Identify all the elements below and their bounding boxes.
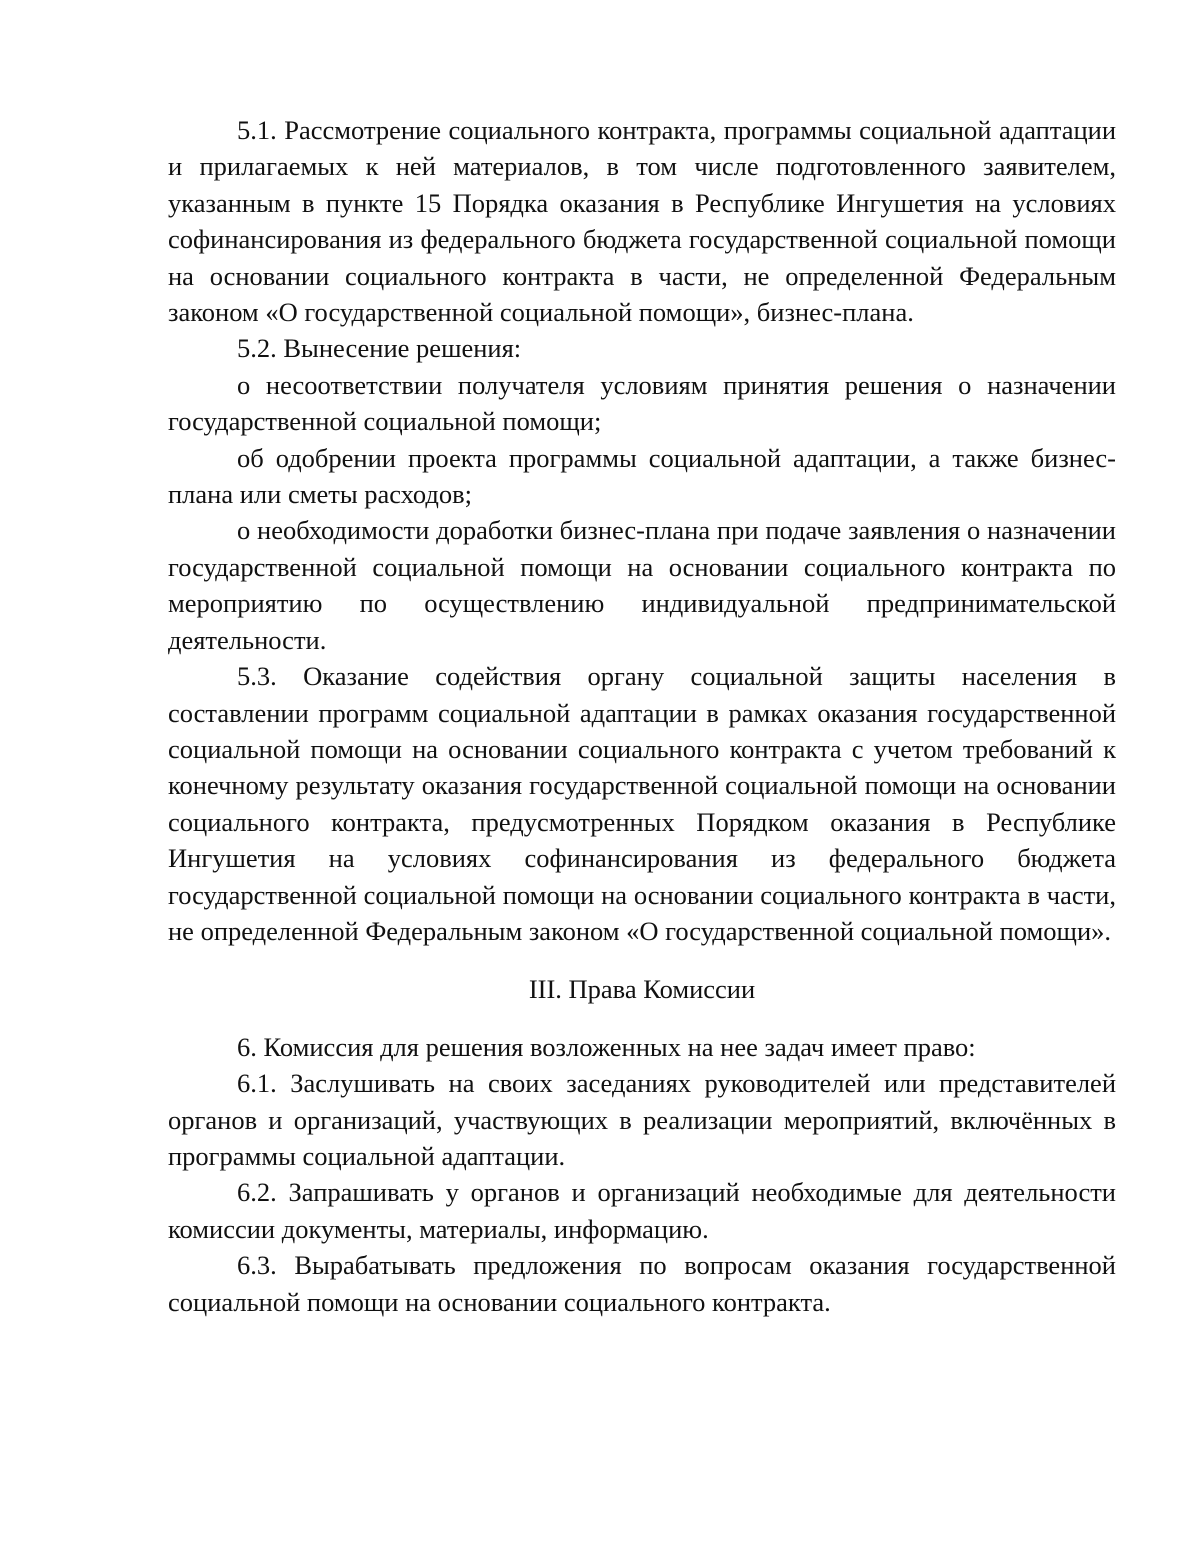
paragraph-6-3: 6.3. Вырабатывать предложения по вопросам оказания государственной социальной помощи на основании социального контракта.	[168, 1250, 1116, 1317]
paragraph-6-2: 6.2. Запрашивать у органов и организаций необходимые для деятельности комиссии документы, материалы, информацию.	[168, 1177, 1116, 1244]
paragraph-6: 6. Комиссия для решения возложенных на нее задач имеет право:	[237, 1031, 976, 1062]
paragraph-5-2: 5.2. Вынесение решения:	[237, 333, 522, 364]
document-page	[168, 112, 1116, 1320]
paragraph-5-2-item-2: об одобрении проекта программы социальной адаптации, а также бизнес-плана или сметы расходов;	[168, 442, 1116, 510]
paragraph-5-3: 5.3. Оказание содействия органу социальной защиты населения в составлении программ социальной адаптации в рамках оказания государственной социальной помощи на основании социального контракта с учетом требований к конечному результату оказания государственной социальной помощи на основании социального контракта, предусмотренных Порядком оказания в Республике Ингушетия на условиях софинансирования из федерального бюджета государственной социальной помощи на основании социального контракта в части, не определенной Федеральным законом «О государственной социальной помощи».	[168, 661, 1116, 946]
paragraph-5-1: 5.1. Рассмотрение социального контракта, программы социальной адаптации и прилагаемых к ней материалов, в том числе подготовленного заявителем, указанным в пункте 15 Порядка оказания в Республике Ингушетия на условиях софинансирования из федерального бюджета государственной социальной помощи на основании социального контракта в части, не определенной Федеральным законом «О государственной социальной помощи», бизнес-плана.	[168, 115, 1116, 328]
section-heading: III. Права Комиссии	[528, 974, 756, 1005]
paragraph-5-2-item-1: о несоответствии получателя условиям принятия решения о назначении государственной социальной помощи;	[168, 369, 1116, 437]
paragraph-5-2-item-3: о необходимости доработки бизнес-плана при подаче заявления о назначении государственной социальной помощи на основании социального контракта по мероприятию по осуществлению индивидуальной предпринимательской деятельности.	[168, 515, 1116, 655]
paragraph-6-1: 6.1. Заслушивать на своих заседаниях руководителей или представителей органов и организаций, участвующих в реализации мероприятий, включённых в программы социальной адаптации.	[168, 1068, 1116, 1171]
